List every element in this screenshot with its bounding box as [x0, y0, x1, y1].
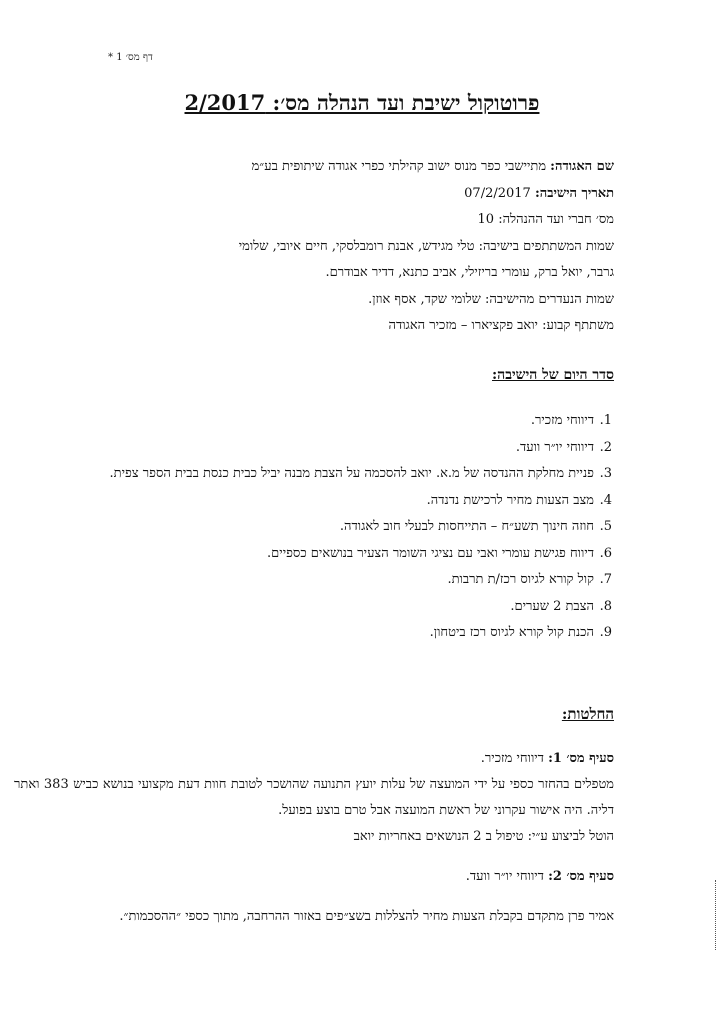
- agenda-item: [12, 408, 612, 435]
- date-label: תאריך הישיבה:: [534, 185, 614, 201]
- participants-label: שמות המשתתפים בישיבה:: [478, 238, 614, 254]
- association-value: מתיישבי כפר מנוס ישוב קהילתי כפרי אגודה שיתופית בע״מ: [251, 159, 547, 174]
- agenda-item-number: 4.: [599, 492, 612, 508]
- permanent-label: משתתף קבוע:: [542, 318, 614, 333]
- page-title: פרוטוקול ישיבת ועד הנהלה מס׳: 2/2017: [184, 90, 540, 115]
- members-value: 10: [477, 212, 495, 227]
- section-2-title: דיווחי יו״ר וועד.: [465, 869, 544, 884]
- absent-label: שמות הנעדרים מהישיבה:: [485, 291, 614, 307]
- agenda-item-text: הכנת קול קורא לגיוס רכז ביטחון.: [429, 625, 594, 640]
- agenda-item-number: 5.: [599, 519, 612, 534]
- section-2-heading: [14, 864, 614, 890]
- agenda-item-text: פניית מחלקת ההנדסה של מ.א. יואב להסכמה על הצבת מבנה יביל כבית כנסת בבית הספר צפית.: [109, 466, 594, 481]
- meeting-details: [14, 154, 614, 340]
- association-row: [14, 154, 614, 181]
- members-row: [14, 207, 614, 234]
- participants-row-continued: גרבר, יואל ברק, עומרי בריזילי, אביב כתנא, דדיר אבודרם.: [325, 265, 614, 280]
- agenda-item: [12, 488, 612, 515]
- section-2-text: אמיר פרן מתקדם בקבלת הצעות מחיר להצללות בשצ״פים באזור ההרחבה, מתוך כספי ״ההסכמות״.: [119, 909, 614, 924]
- agenda-item-number: 8.: [599, 598, 612, 614]
- members-label: מס׳ חברי ועד ההנהלה:: [498, 212, 614, 227]
- absent-value: שלומי שקד, אסף אוזן.: [368, 291, 481, 307]
- section-1-text: מטפלים בהחזר כספי על ידי המועצה של עלות יועץ התנועה שהושכר לטובת חוות דעת מקצועי בנושא כביש 383 ואתר דליה. היה אישור עקרוני של ראשת המועצה אבל טרם בוצע בפועל.: [14, 777, 614, 818]
- agenda-item-number: 2.: [599, 439, 612, 455]
- permanent-value: יואב פקציארו – מזכיר האגודה: [388, 318, 538, 333]
- decisions-body: [14, 746, 614, 930]
- date-row: [14, 181, 614, 208]
- agenda-item: [12, 620, 612, 647]
- agenda-item-text: קול קורא לגיוס רכז/ת תרבות.: [447, 572, 594, 587]
- agenda-item-text: דיווחי מזכיר.: [530, 413, 594, 428]
- section-1-label: סעיף מס׳ 1:: [548, 751, 614, 766]
- agenda-item: [12, 461, 612, 488]
- agenda-item-number: 3.: [599, 466, 612, 481]
- permanent-row: [14, 313, 614, 340]
- agenda-item-text: דיווחי יו״ר וועד.: [515, 439, 594, 455]
- absent-row: [14, 287, 614, 314]
- agenda-item: [12, 567, 612, 594]
- agenda-item-number: 6.: [599, 545, 612, 561]
- scan-margin-marks: [713, 880, 716, 950]
- page-number: דף מס׳ 1 *: [108, 52, 153, 63]
- decisions-title: החלטות:: [561, 705, 614, 723]
- section-1-title: דיווחי מזכיר.: [480, 751, 544, 766]
- agenda-item-text: דיווח פגישת עומרי ואבי עם נציגי השומר הצעיר בנושאים כספיים.: [267, 545, 594, 561]
- agenda-list: [12, 408, 612, 647]
- agenda-item: [12, 514, 612, 541]
- date-value: 07/2/2017: [464, 185, 531, 201]
- agenda-item-number: 9.: [599, 625, 612, 640]
- section-2-label: סעיף מס׳ 2:: [548, 869, 614, 884]
- agenda-item: [12, 541, 612, 568]
- section-1-assignment: הוטל לביצוע ע״י: טיפול ב 2 הנושאים באחריות יואב: [353, 829, 614, 844]
- participants-value: טלי מגידש, אבנת רומבלסקי, חיים איובי, שלומי: [238, 238, 475, 254]
- agenda-item: [12, 594, 612, 621]
- agenda-title: סדר היום של הישיבה:: [492, 367, 614, 383]
- agenda-item-number: 1.: [599, 413, 612, 428]
- agenda-item-text: מצב הצעות מחיר לרכישת נדנדה.: [426, 492, 594, 508]
- participants-row: [14, 234, 614, 261]
- agenda-item: [12, 435, 612, 462]
- agenda-item-number: 7.: [599, 572, 612, 587]
- association-label: שם האגודה:: [550, 159, 614, 174]
- agenda-item-text: חוזה חינוך תשע״ח – התייחסות לבעלי חוב לאגודה.: [339, 519, 594, 534]
- agenda-item-text: הצבת 2 שערים.: [510, 598, 594, 614]
- section-1-heading: [14, 746, 614, 772]
